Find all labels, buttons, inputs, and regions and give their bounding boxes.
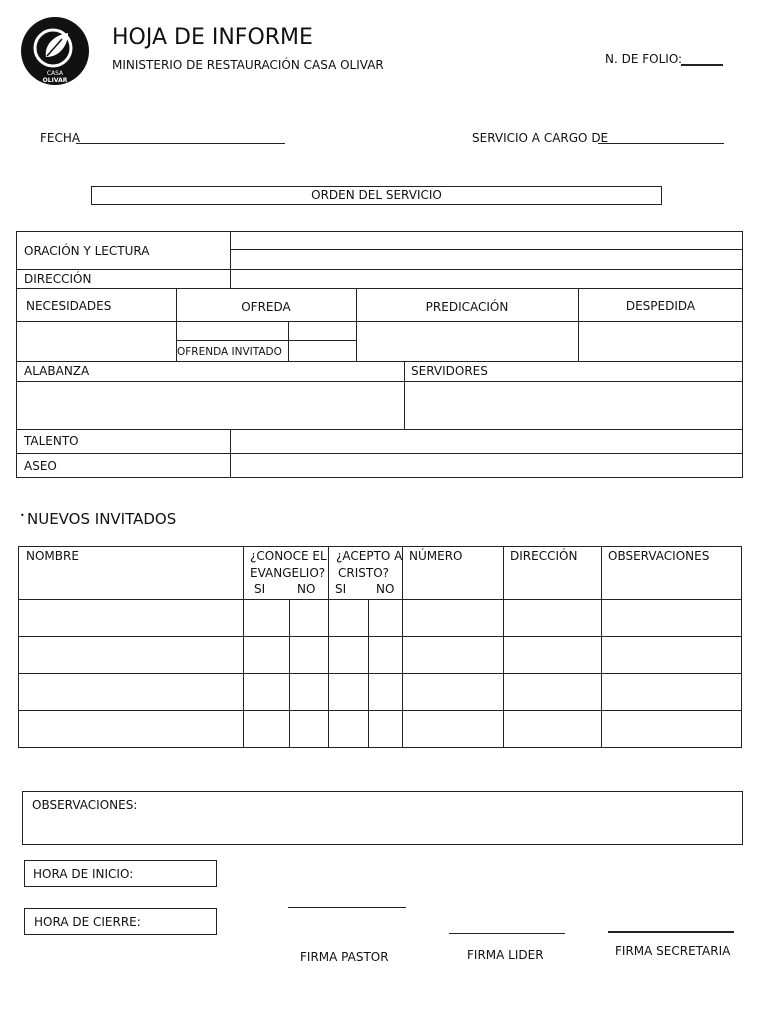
ofreda-label: OFREDA xyxy=(241,300,291,314)
col-conoce-no: NO xyxy=(297,582,316,596)
col-acepto-si: SI xyxy=(335,582,347,596)
col-acepto-2: CRISTO? xyxy=(338,566,390,580)
oracion-label: ORACIÓN Y LECTURA xyxy=(24,244,150,258)
col-conoce-2: EVANGELIO? xyxy=(250,566,326,580)
hora-cierre-box[interactable] xyxy=(24,908,217,935)
col-conoce-si: SI xyxy=(254,582,266,596)
firma-pastor-label: FIRMA PASTOR xyxy=(300,950,389,964)
orden-title: ORDEN DEL SERVICIO xyxy=(311,188,442,202)
col-numero: NÚMERO xyxy=(409,549,463,563)
direccion-label: DIRECCIÓN xyxy=(24,272,92,286)
col-acepto-no: NO xyxy=(376,582,395,596)
col-conoce-1: ¿CONOCE EL xyxy=(250,549,327,563)
orden-title-box xyxy=(91,186,662,205)
firma-pastor-line[interactable] xyxy=(288,907,406,908)
firma-lider-line[interactable] xyxy=(449,933,565,934)
invitados-title: NUEVOS INVITADOS xyxy=(27,510,177,528)
observaciones-box[interactable] xyxy=(22,791,743,845)
folio-line[interactable] xyxy=(681,64,723,66)
aseo-label: ASEO xyxy=(24,459,57,473)
talento-label: TALENTO xyxy=(24,434,79,448)
col-nombre: NOMBRE xyxy=(26,549,79,563)
col-direccion: DIRECCIÓN xyxy=(510,549,578,563)
ofrenda-invitado-label: OFRENDA INVITADO xyxy=(177,346,282,358)
page-subtitle: MINISTERIO DE RESTAURACIÓN CASA OLIVAR xyxy=(112,58,384,72)
predicacion-label: PREDICACIÓN xyxy=(425,300,509,314)
col-observaciones: OBSERVACIONES xyxy=(608,549,710,563)
alabanza-label: ALABANZA xyxy=(24,364,90,378)
servicio-line[interactable] xyxy=(598,143,724,144)
observaciones-label: OBSERVACIONES: xyxy=(32,798,138,812)
firma-secretaria-line[interactable] xyxy=(608,931,734,933)
hora-inicio-label: HORA DE INICIO: xyxy=(33,867,134,881)
folio-label: N. DE FOLIO: xyxy=(605,52,683,66)
servicio-label: SERVICIO A CARGO DE xyxy=(472,131,609,145)
bullet-icon: • xyxy=(20,511,25,520)
firma-secretaria-label: FIRMA SECRETARIA xyxy=(615,944,731,958)
logo xyxy=(20,15,90,87)
fecha-label: FECHA xyxy=(40,131,81,145)
page-title: HOJA DE INFORME xyxy=(112,25,313,50)
logo-text-top: CASA xyxy=(46,70,64,77)
col-acepto-1: ¿ACEPTO A xyxy=(336,549,403,563)
logo-text-bottom: OLIVAR xyxy=(42,77,68,84)
hora-cierre-label: HORA DE CIERRE: xyxy=(34,915,141,929)
firma-lider-label: FIRMA LIDER xyxy=(467,948,544,962)
servidores-label: SERVIDORES xyxy=(411,364,488,378)
fecha-line[interactable] xyxy=(76,143,285,144)
hora-inicio-box[interactable] xyxy=(24,860,217,887)
despedida-label: DESPEDIDA xyxy=(625,299,696,313)
necesidades-label: NECESIDADES xyxy=(26,299,112,313)
